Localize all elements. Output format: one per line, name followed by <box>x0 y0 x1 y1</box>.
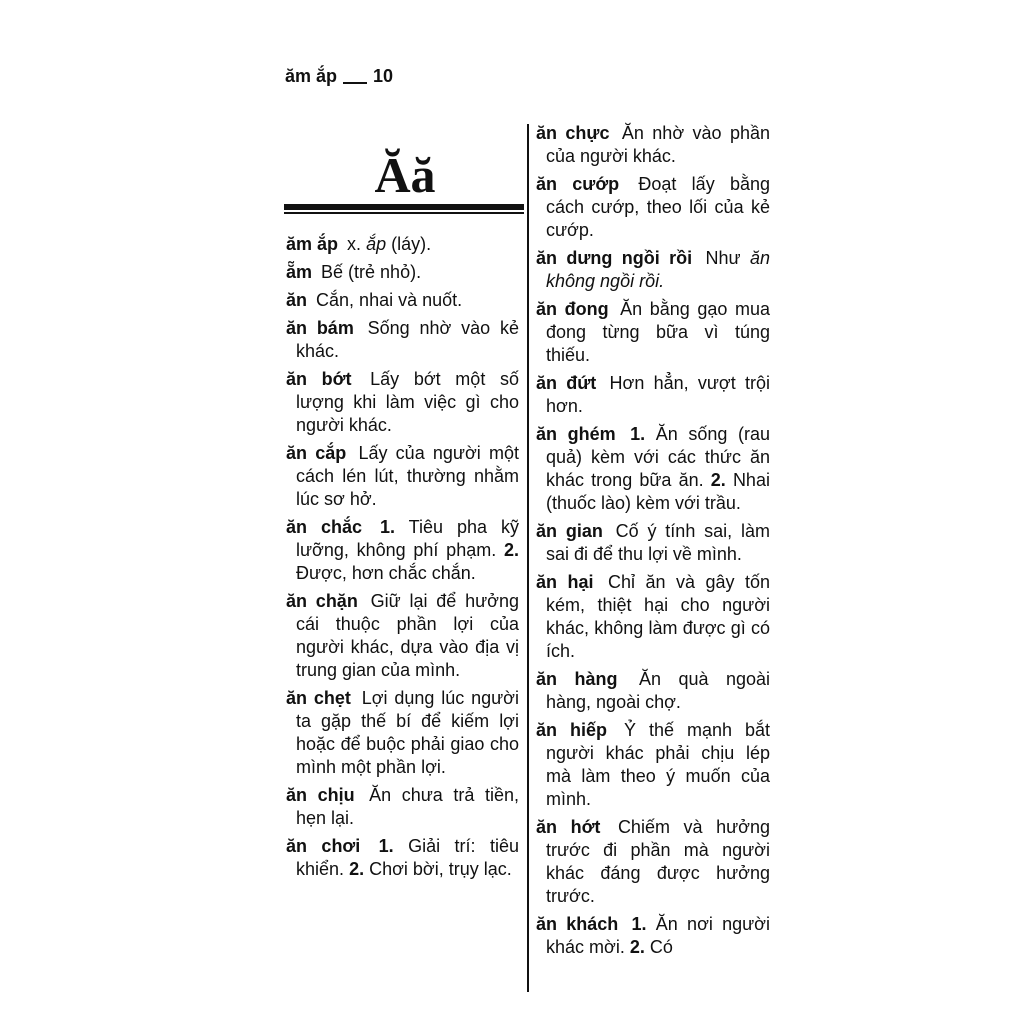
entry-definition: Cố ý tính sai, làm sai đi để thu lợi về mình. <box>546 521 770 564</box>
entry <box>536 247 770 293</box>
column-divider <box>527 124 529 992</box>
entry-definition: Ăn nhờ vào phần của người khác. <box>546 123 770 166</box>
entry <box>536 173 770 242</box>
entry-headword: ăn dưng ngồi rồi <box>536 248 693 268</box>
sense-number: 2. <box>503 540 519 560</box>
entry-headword: ăn chịu <box>286 785 355 805</box>
entry-definition: Lợi dụng lúc người ta gặp thế bí để kiếm lợi hoặc để buộc phải giao cho mình một phần lợi. <box>296 688 519 777</box>
entry-headword: ăn cắp <box>286 443 347 463</box>
header-rule <box>343 82 367 84</box>
entry-definition: Ỷ thế mạnh bắt người khác phải chịu lép mà làm theo ý muốn của mình. <box>546 720 770 809</box>
left-column <box>286 233 519 886</box>
entry-headword: ăn bớt <box>286 369 352 389</box>
entry-definition: Như <box>705 248 741 268</box>
entry <box>286 233 519 256</box>
entry-definition-2: Có <box>649 937 673 957</box>
entry-definition: Ăn nơi người khác mời. <box>546 914 770 957</box>
page-header <box>285 66 393 87</box>
entry-definition-2: (láy). <box>391 234 432 254</box>
entry-definition: Ăn sống (rau quả) kèm với các thức ăn khác trong bữa ăn. <box>546 424 770 490</box>
entry-headword: ăn đứt <box>536 373 597 393</box>
entry <box>536 571 770 663</box>
entry-definition: Cắn, nhai và nuốt. <box>316 290 463 310</box>
section-letter: Ăă <box>374 147 436 203</box>
entry <box>286 516 519 585</box>
entry <box>536 913 770 959</box>
entry <box>286 368 519 437</box>
entry-definition: Bế (trẻ nhỏ). <box>321 262 422 282</box>
entry-headword: ăn chơi <box>286 836 361 856</box>
entry-headword: ăn khách <box>536 914 619 934</box>
entry-headword: ăn ghém <box>536 424 616 444</box>
entry <box>286 590 519 682</box>
entry <box>536 372 770 418</box>
entry <box>286 835 519 881</box>
sense-number: 1. <box>630 424 646 444</box>
sense-number: 2. <box>629 937 645 957</box>
entry <box>536 668 770 714</box>
entry-headword: ăn hớt <box>536 817 601 837</box>
entry <box>286 317 519 363</box>
entry <box>286 687 519 779</box>
entry-definition: Giải trí: tiêu khiển. <box>296 836 519 879</box>
entry-definition-2: Được, hơn chắc chắn. <box>296 563 476 583</box>
entry-headword: ăn bám <box>286 318 354 338</box>
entry-definition: Giữ lại để hưởng cái thuộc phần lợi của người khác, dựa vào địa vị trung gian của mình. <box>296 591 519 680</box>
entry-headword: ăn chực <box>536 123 610 143</box>
entry-definition: Sống nhờ vào kẻ khác. <box>296 318 519 361</box>
entry <box>286 442 519 511</box>
entry-definition: Lấy của người một cách lén lút, thường nhằm lúc sơ hở. <box>296 443 519 509</box>
entry-headword: ăn cướp <box>536 174 620 194</box>
entry-definition-2: Chơi bời, trụy lạc. <box>369 859 512 879</box>
entry-headword: ẵm <box>286 262 313 282</box>
entry <box>286 289 519 312</box>
entry-headword: ăn hàng <box>536 669 618 689</box>
sense-number: 1. <box>380 517 396 537</box>
entry-headword: ăn hại <box>536 572 594 592</box>
entry-italic: ăn không ngồi rồi. <box>546 248 770 291</box>
entry-headword: ăm ắp <box>286 234 339 254</box>
entry <box>536 122 770 168</box>
sense-number: 1. <box>631 914 647 934</box>
entry-definition: Đoạt lấy bằng cách cướp, theo lối của kẻ cướp. <box>546 174 770 240</box>
entry-definition: Ăn bằng gạo mua đong từng bữa vì túng thiếu. <box>546 299 770 365</box>
entry-definition: Ăn chưa trả tiền, hẹn lại. <box>296 785 519 828</box>
entry-definition: Chỉ ăn và gây tốn kém, thiệt hại cho người khác, không làm được gì có ích. <box>546 572 770 661</box>
entry-headword: ăn hiếp <box>536 720 607 740</box>
entry <box>536 298 770 367</box>
sense-number: 1. <box>378 836 394 856</box>
section-rule-thick <box>284 204 524 210</box>
entry-definition: Lấy bớt một số lượng khi làm việc gì cho người khác. <box>296 369 519 435</box>
entry <box>286 784 519 830</box>
entry <box>536 719 770 811</box>
entry-definition: Tiêu pha kỹ lưỡng, không phí phạm. <box>296 517 519 560</box>
entry <box>536 423 770 515</box>
entry-italic: ắp <box>366 234 387 254</box>
entry <box>286 261 519 284</box>
section-rule-thin <box>284 212 524 214</box>
entry-headword: ăn chẹt <box>286 688 351 708</box>
entry-headword: ăn gian <box>536 521 603 541</box>
entry-definition-2: Nhai (thuốc lào) kèm với trầu. <box>546 470 770 513</box>
entry-headword: ăn đong <box>536 299 609 319</box>
right-column <box>536 122 770 964</box>
entry-definition: Chiếm và hưởng trước đi phần mà người khác đáng được hưởng trước. <box>546 817 770 906</box>
entry <box>536 816 770 908</box>
entry <box>536 520 770 566</box>
header-headword: ăm ắp <box>285 66 338 86</box>
sense-number: 2. <box>710 470 726 490</box>
entry-headword: ăn chặn <box>286 591 358 611</box>
sense-number: 2. <box>349 859 365 879</box>
entry-definition: x. <box>347 234 362 254</box>
entry-definition: Ăn quà ngoài hàng, ngoài chợ. <box>546 669 770 712</box>
entry-headword: ăn chắc <box>286 517 363 537</box>
entry-definition: Hơn hẳn, vượt trội hơn. <box>546 373 770 416</box>
page-number: 10 <box>373 66 394 86</box>
entry-headword: ăn <box>286 290 308 310</box>
